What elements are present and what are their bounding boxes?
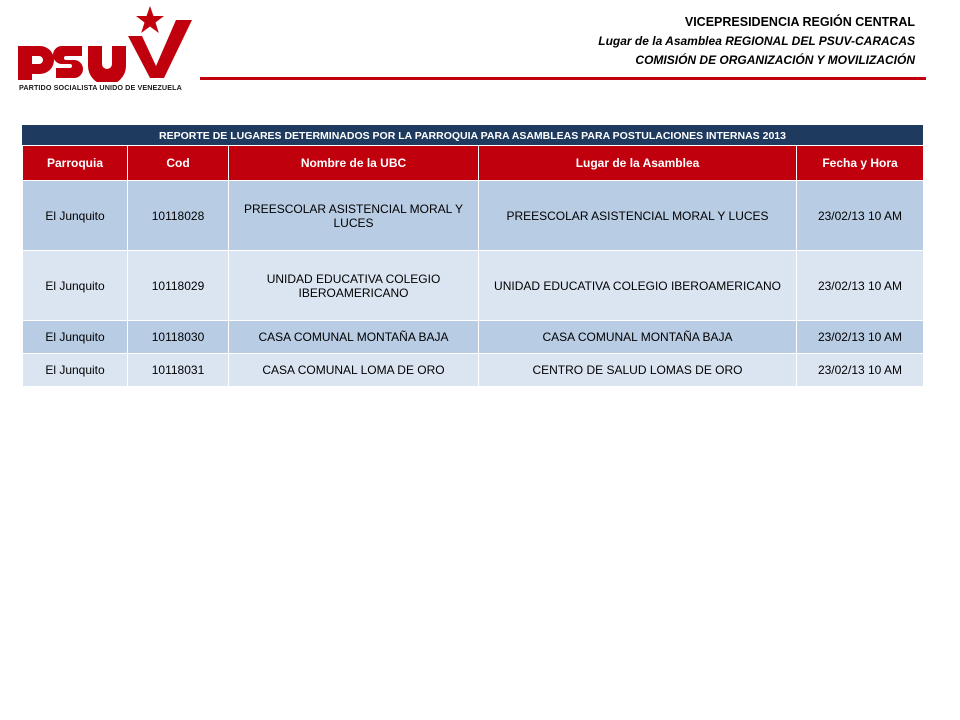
- star-icon: [136, 6, 164, 33]
- psuv-logo-graphic: [16, 6, 196, 82]
- table-row: [23, 321, 924, 354]
- cell-fecha-hora: 23/02/13 10 AM: [797, 181, 924, 251]
- cell-cod: 10118031: [128, 354, 229, 387]
- column-header-parroquia: Parroquia: [23, 146, 128, 181]
- cell-nombre-ubc: PREESCOLAR ASISTENCIAL MORAL Y LUCES: [229, 181, 479, 251]
- cell-nombre-ubc: UNIDAD EDUCATIVA COLEGIO IBEROAMERICANO: [229, 251, 479, 321]
- cell-lugar-asamblea: PREESCOLAR ASISTENCIAL MORAL Y LUCES: [479, 181, 797, 251]
- cell-lugar-asamblea: CASA COMUNAL MONTAÑA BAJA: [479, 321, 797, 354]
- cell-cod: 10118030: [128, 321, 229, 354]
- column-header-fecha-hora: Fecha y Hora: [797, 146, 924, 181]
- header-commission: COMISIÓN DE ORGANIZACIÓN Y MOVILIZACIÓN: [635, 53, 915, 67]
- header-block: [598, 13, 915, 70]
- cell-parroquia: El Junquito: [23, 181, 128, 251]
- report-table: [22, 145, 924, 387]
- cell-parroquia: El Junquito: [23, 321, 128, 354]
- cell-parroquia: El Junquito: [23, 251, 128, 321]
- table-row: [23, 181, 924, 251]
- table-row: [23, 354, 924, 387]
- column-header-lugar-asamblea: Lugar de la Asamblea: [479, 146, 797, 181]
- cell-nombre-ubc: CASA COMUNAL LOMA DE ORO: [229, 354, 479, 387]
- psuv-logo: [16, 6, 196, 94]
- logo-subtitle: PARTIDO SOCIALISTA UNIDO DE VENEZUELA: [19, 83, 182, 92]
- logo-letter-v: [128, 20, 192, 78]
- cell-cod: 10118029: [128, 251, 229, 321]
- logo-letter-p: [18, 46, 54, 80]
- report-table-container: [22, 125, 923, 387]
- cell-fecha-hora: 23/02/13 10 AM: [797, 354, 924, 387]
- table-header-row: [23, 146, 924, 181]
- cell-cod: 10118028: [128, 181, 229, 251]
- table-row: [23, 251, 924, 321]
- report-title: REPORTE DE LUGARES DETERMINADOS POR LA PARROQUIA PARA ASAMBLEAS PARA POSTULACIONES INTERNAS 2013: [22, 125, 923, 145]
- header-divider: [200, 77, 926, 80]
- logo-letter-s: [53, 46, 83, 78]
- cell-nombre-ubc: CASA COMUNAL MONTAÑA BAJA: [229, 321, 479, 354]
- cell-fecha-hora: 23/02/13 10 AM: [797, 321, 924, 354]
- header-title: VICEPRESIDENCIA REGIÓN CENTRAL: [684, 15, 915, 29]
- logo-letter-u: [88, 46, 126, 82]
- column-header-cod: Cod: [128, 146, 229, 181]
- cell-fecha-hora: 23/02/13 10 AM: [797, 251, 924, 321]
- header-subtitle: Lugar de la Asamblea REGIONAL DEL PSUV-CARACAS: [598, 34, 915, 48]
- cell-lugar-asamblea: UNIDAD EDUCATIVA COLEGIO IBEROAMERICANO: [479, 251, 797, 321]
- column-header-nombre-ubc: Nombre de la UBC: [229, 146, 479, 181]
- cell-lugar-asamblea: CENTRO DE SALUD LOMAS DE ORO: [479, 354, 797, 387]
- cell-parroquia: El Junquito: [23, 354, 128, 387]
